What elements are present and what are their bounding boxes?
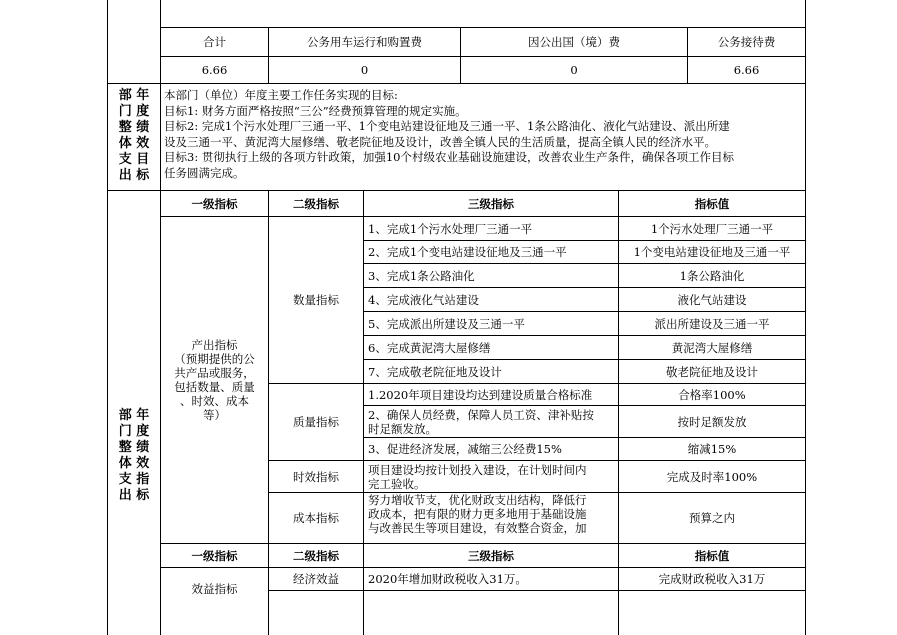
quantity-indicator-label: 数量指标 xyxy=(293,293,339,307)
quantity-item: 5、完成派出所建设及三通一平 xyxy=(368,316,525,331)
quality-value: 合格率100% xyxy=(678,387,746,402)
timeliness-item: 项目建设均按计划投入建设，在计划时间内 完工验收。 xyxy=(368,462,587,491)
col-header-level2: 二级指标 xyxy=(293,196,339,211)
quantity-item: 3、完成1条公路油化 xyxy=(368,268,475,283)
col-header-level3-repeat: 三级指标 xyxy=(468,548,514,563)
goals-line: 任务圆满完成。 xyxy=(164,165,245,180)
value-vehicle-cost: 0 xyxy=(360,63,369,77)
value-overseas-cost: 0 xyxy=(570,63,578,77)
col-header-level2-repeat: 二级指标 xyxy=(293,548,339,563)
goals-line: 目标3: 贯彻执行上级的各项方针政策，加强10个村级农业基础设施建设，改善农业生产条件，确保各项工作目标 xyxy=(164,150,734,164)
economic-benefit-label: 经济效益 xyxy=(293,572,339,586)
goals-line: 本部门（单位）年度主要工作任务实现的目标: xyxy=(164,88,398,102)
goals-text xyxy=(164,88,802,181)
quantity-value: 派出所建设及三通一平 xyxy=(654,316,770,331)
timeliness-indicator-label: 时效指标 xyxy=(293,469,339,484)
quality-value: 按时足额发放 xyxy=(677,414,747,429)
goals-section-label: 部 年 门 度 整 绩 体 效 支 目 出 标 xyxy=(118,88,150,183)
cost-item: 努力增收节支，优化财政支出结构，降低行 政成本，把有限的财力更多地用于基础设施 与改善民生等项目建设，有效整合资金，加 xyxy=(368,493,587,535)
quality-item: 1.2020年项目建设均达到建设质量合格标准 xyxy=(368,387,593,402)
quantity-item: 1、完成1个污水处理厂三通一平 xyxy=(368,221,533,236)
col-header-level3: 三级指标 xyxy=(468,196,514,211)
col-header-value: 指标值 xyxy=(694,196,730,211)
col-header-value-repeat: 指标值 xyxy=(694,548,730,563)
quantity-value: 1个污水处理厂三通一平 xyxy=(650,221,774,236)
cost-indicator-label: 成本指标 xyxy=(293,511,339,525)
value-reception-cost: 6.66 xyxy=(733,63,760,77)
goals-line: 目标1: 财务方面严格按照“三公”经费预算管理的规定实施。 xyxy=(164,103,467,118)
benefit-indicator-label: 效益指标 xyxy=(191,582,238,596)
header-total: 合计 xyxy=(203,35,226,49)
quantity-value: 黄泥湾大屋修缮 xyxy=(671,340,753,355)
value-total: 6.66 xyxy=(201,63,228,77)
benefit-item: 2020年增加财政税收入31万。 xyxy=(368,572,527,586)
cost-value: 预算之内 xyxy=(689,511,735,525)
quantity-item: 6、完成黄泥湾大屋修缮 xyxy=(368,340,491,355)
header-vehicle-cost: 公务用车运行和购置费 xyxy=(307,35,422,49)
col-header-level1: 一级指标 xyxy=(191,196,238,211)
goals-line: 设及三通一平、黄泥湾大屋修缮、敬老院征地及设计，改善全镇人民的生活质量，提高全镇人民的经济水平。 xyxy=(164,134,716,149)
quantity-item: 7、完成敬老院征地及设计 xyxy=(368,364,502,379)
header-reception-cost: 公务接待费 xyxy=(717,35,776,49)
quantity-value: 液化气站建设 xyxy=(677,292,747,307)
quality-indicator-label: 质量指标 xyxy=(293,415,339,429)
timeliness-value: 完成及时率100% xyxy=(666,469,758,484)
indicators-section-label: 部 年 门 度 整 绩 体 效 支 指 出 标 xyxy=(118,408,150,503)
col-header-level1-repeat: 一级指标 xyxy=(191,548,238,563)
output-indicator-label: 产出指标 （预期提供的公 共产品或服务， 包括数量、质量 、时效、成本 等） xyxy=(174,338,255,422)
quantity-value: 1个变电站建设征地及三通一平 xyxy=(633,245,791,259)
header-overseas-cost: 因公出国（境）费 xyxy=(528,35,620,49)
quantity-item: 4、完成液化气站建设 xyxy=(368,292,479,307)
goals-line: 目标2: 完成1个污水处理厂三通一平、1个变电站建设征地及三通一平、1条公路油化、液化气站建设、派出所建 xyxy=(164,119,730,133)
quality-item: 2、确保人员经费，保障人员工资、津补贴按 时足额发放。 xyxy=(368,407,594,436)
benefit-value: 完成财政税收入31万 xyxy=(658,572,766,586)
quantity-value: 1条公路油化 xyxy=(679,268,745,283)
quantity-item: 2、完成1个变电站建设征地及三通一平 xyxy=(368,245,567,259)
quality-item: 3、促进经济发展，减缩三公经费15% xyxy=(368,442,562,456)
quality-value: 缩减15% xyxy=(687,442,737,456)
quantity-value: 敬老院征地及设计 xyxy=(666,364,758,379)
